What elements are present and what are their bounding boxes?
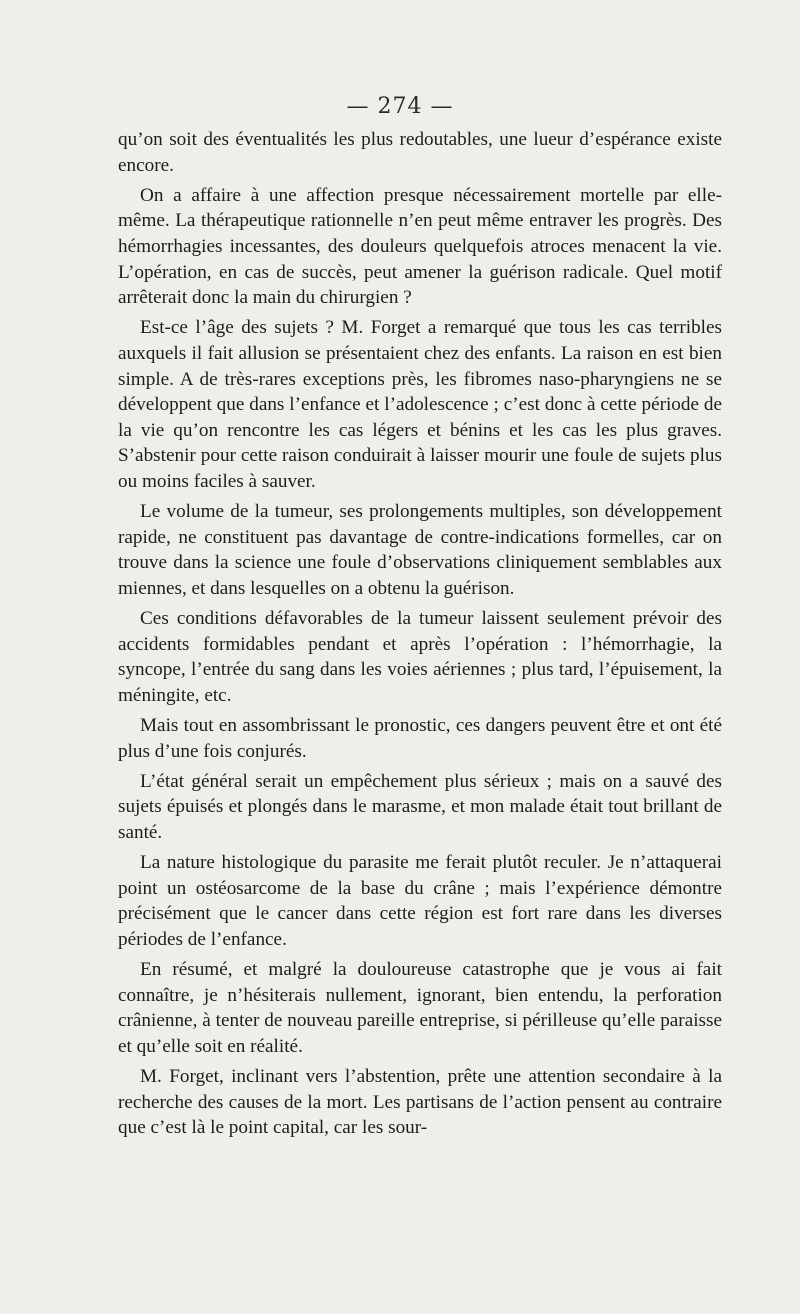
paragraph: Ces conditions défavorables de la tumeur laissent seulement prévoir des accidents formidables pendant et après l’opération : l’hémorrhagie, la syncope, l’entrée du sang dans les voies aériennes ; plus tard, l’épuisement, la méningite, etc.	[118, 608, 722, 706]
paragraph: Le volume de la tumeur, ses prolongements multiples, son développement rapide, ne constituent pas davantage de contre-indications formelles, car on trouve dans la science une foule d’observations cliniquement semblables aux miennes, et dans lesquelles on a obtenu la guérison.	[118, 501, 722, 599]
page-number: — 274 —	[346, 94, 454, 119]
paragraph: Mais tout en assombrissant le pronostic, ces dangers peuvent être et ont été plus d’une fois conjurés.	[118, 715, 722, 762]
paragraph: En résumé, et malgré la douloureuse catastrophe que je vous ai fait connaître, je n’hésiterais nullement, ignorant, bien entendu, la perforation crânienne, à tenter de nouveau pareille entreprise, si périlleuse qu’elle paraisse et qu’elle soit en réalité.	[118, 959, 722, 1057]
paragraph: La nature histologique du parasite me ferait plutôt reculer. Je n’attaquerai point un ostéosarcome de la base du crâne ; mais l’expérience démontre précisément que le cancer dans cette région est fort rare dans les diverses périodes de l’enfance.	[118, 852, 722, 950]
paragraph: On a affaire à une affection presque nécessairement mortelle par elle-même. La thérapeutique rationnelle n’en peut même entraver les progrès. Des hémorrhagies incessantes, des douleurs quelquefois atroces menacent la vie. L’opération, en cas de succès, peut amener la guérison radicale. Quel motif arrêterait donc la main du chirurgien ?	[118, 184, 722, 309]
paragraph: Est-ce l’âge des sujets ? M. Forget a remarqué que tous les cas terribles auxquels il fait allusion se présentaient chez des enfants. La raison en est bien simple. A de très-rares exceptions près, les fibromes naso-pharyngiens ne se développent que dans l’enfance et l’adolescence ; c’est donc à cette période de la vie qu’on rencontre les cas légers et bénins et les cas les plus graves. S’abstenir pour cette raison conduirait à laisser mourir une foule de sujets plus ou moins faciles à sauver.	[118, 317, 722, 492]
paragraph: qu’on soit des éventualités les plus redoutables, une lueur d’espérance existe encore.	[118, 129, 722, 176]
paragraph: L’état général serait un empêchement plus sérieux ; mais on a sauvé des sujets épuisés et plongés dans le marasme, et mon malade était tout brillant de santé.	[118, 770, 722, 843]
paragraph: M. Forget, inclinant vers l’abstention, prête une attention secondaire à la recherche des causes de la mort. Les partisans de l’action pensent au contraire que c’est là le point capital, car les sour-	[118, 1066, 722, 1139]
body-text	[118, 127, 722, 1141]
